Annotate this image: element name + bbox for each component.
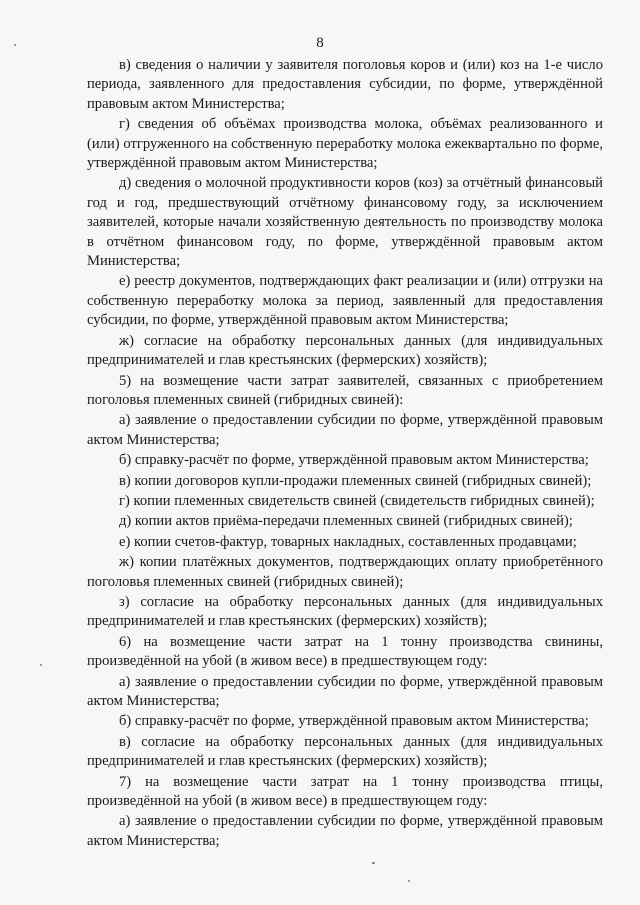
paragraph: в) копии договоров купли-продажи племенных свиней (гибридных свиней); [119,472,592,489]
paragraph: б) справку-расчёт по форме, утверждённой правовым актом Министерства; [119,452,589,469]
paragraph: 7) на возмещение части затрат на 1 тонну производства птицы, произведённой на убой (в живом весе) в предшествующем году: [87,773,603,810]
paragraph: ж) копии платёжных документов, подтверждающих оплату приобретённого поголовья племенных свиней (гибридных свиней); [87,554,603,590]
paragraph: а) заявление о предоставлении субсидии по форме, утверждённой правовым актом Министерства; [87,673,603,709]
paragraph: б) справку-расчёт по форме, утверждённой правовым актом Министерства; [119,713,589,730]
paragraph: д) сведения о молочной продуктивности коров (коз) за отчётный финансовый год и год, предшествующий отчётному финансовому году, за исключением заявителей, которые начали хозяйственную деятельность по производству молока в отчётном финансовом году, по форме, утверждённой правовым актом Министерства; [87,175,603,270]
paragraph: е) реестр документов, подтверждающих факт реализации и (или) отгрузки на собственную переработку молока за период, заявленный для предоставления субсидии, по форме, утверждённой правовым актом Министерства; [87,273,603,329]
paragraph: з) согласие на обработку персональных данных (для индивидуальных предпринимателей и глав крестьянских (фермерских) хозяйств); [87,593,603,630]
paragraph: д) копии актов приёма-передачи племенных свиней (гибридных свиней); [119,513,573,530]
paragraph: 6) на возмещение части затрат на 1 тонну производства свинины, произведённой на убой (в живом весе) в предшествующем году: [87,633,603,670]
scan-speck [40,664,42,666]
document-body [87,56,603,851]
paragraph: г) копии племенных свидетельств свиней (свидетельств гибридных свиней); [119,492,595,509]
paragraph: а) заявление о предоставлении субсидии по форме, утверждённой правовым актом Министерства; [87,813,603,849]
page-number: 8 [316,35,324,51]
scan-speck [372,862,375,864]
paragraph: ж) согласие на обработку персональных данных (для индивидуальных предпринимателей и глав крестьянских (фермерских) хозяйств); [87,332,603,369]
paragraph: а) заявление о предоставлении субсидии по форме, утверждённой правовым актом Министерства; [87,412,603,448]
paragraph: е) копии счетов-фактур, товарных накладных, составленных продавцами; [119,533,577,550]
paragraph: 5) на возмещение части затрат заявителей, связанных с приобретением поголовья племенных свиней (гибридных свиней): [87,372,603,408]
paragraph: г) сведения об объёмах производства молока, объёмах реализованного и (или) отгруженного на собственную переработку молока ежеквартально по форме, утверждённой правовым актом Министерства; [87,116,603,172]
paragraph: в) сведения о наличии у заявителя поголовья коров и (или) коз на 1-е число периода, заявленного для предоставления субсидии, по форме, утверждённой правовым актом Министерства; [87,57,603,112]
scan-speck [408,880,410,882]
scan-speck [14,44,16,46]
paragraph: в) согласие на обработку персональных данных (для индивидуальных предпринимателей и глав крестьянских (фермерских) хозяйств); [87,733,603,770]
